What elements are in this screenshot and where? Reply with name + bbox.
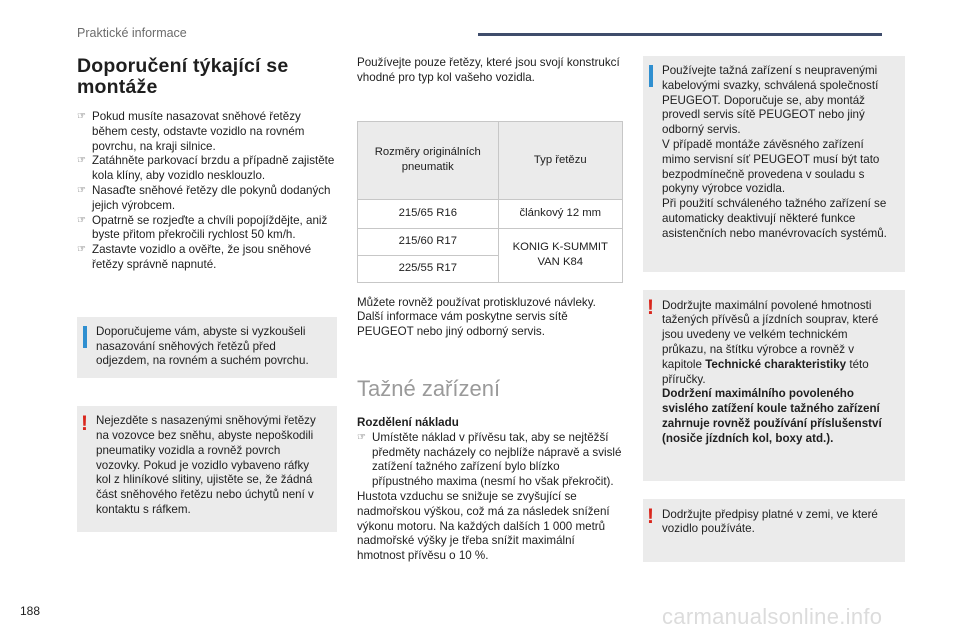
- towbar-info-para: Používejte tažná zařízení s neupravenými kabelovými svazky, schválená společností PEUGEOT. Doporučuje se, aby montáž provedl servis sítě PEUGEOT nebo jiný odborný servis.: [662, 64, 879, 137]
- info-note-text: Doporučujeme vám, abyste si vyzkoušeli nasazování sněhových řetězů před odjezdem, na rovném a suchém povrchu.: [96, 324, 309, 368]
- warning-icon: !: [81, 412, 88, 436]
- pointing-hand-icon: ☞: [77, 155, 86, 167]
- chapter-reference: Technické charakteristiky: [705, 357, 847, 371]
- section-title-mounting: Doporučení týkající se montáže: [77, 55, 289, 98]
- pointing-hand-icon: ☞: [357, 431, 366, 443]
- list-item-text: Opatrně se rozjeďte a chvíli popojíždějte, aniž byste přitom překročili rychlost 50 km/h.: [92, 213, 328, 242]
- weight-warning-note: [643, 290, 905, 481]
- chains-intro-text: Používejte pouze řetězy, které jsou svojí konstrukcí vhodné pro typ kol vašeho vozidla.: [357, 56, 620, 84]
- load-distribution-list: [357, 431, 623, 490]
- list-item-text: Umístěte náklad v přívěsu tak, aby se nejtěžší předměty nacházely co nejblíže nápravě a svislé zatížení tažného zařízení bylo blízko přípustného maxima (nesmí ho však překročit).: [372, 430, 622, 489]
- list-item: [77, 110, 337, 154]
- list-item: [77, 184, 337, 214]
- pointing-hand-icon: ☞: [77, 214, 86, 226]
- list-item-text: Zastavte vozidlo a ověřte, že jsou sněhové řetězy správně napnuté.: [92, 243, 312, 271]
- list-item-text: Nasaďte sněhové řetězy dle pokynů dodaných jejich výrobcem.: [92, 183, 331, 212]
- info-bar-icon: [649, 65, 653, 87]
- table-cell-tyre: 215/65 R16: [358, 199, 499, 228]
- table-cell-tyre: 225/55 R17: [358, 255, 499, 282]
- list-item: [77, 154, 337, 184]
- list-item-text: Zatáhněte parkovací brzdu a případně zajistěte kola klíny, aby vozidlo nesklouzlo.: [92, 154, 335, 183]
- info-bar-icon: [83, 326, 87, 348]
- pointing-hand-icon: ☞: [77, 184, 86, 196]
- weight-warning-lead: Dodržujte maximální povolené hmotnosti tažených přívěsů a jízdních souprav, které jsou uvedeny ve velkém technickém průkazu, na štítku výrobce a rovněž v kapitole: [662, 298, 879, 371]
- table-row: [358, 199, 623, 228]
- regulations-warning-note: [643, 499, 905, 563]
- table-cell-tyre: 215/60 R17: [358, 228, 499, 255]
- list-item: [77, 243, 337, 273]
- header-rule: [478, 33, 882, 36]
- table-header-chain-type: Typ řetězu: [498, 121, 622, 199]
- watermark: carmanualsonline.info: [662, 604, 883, 629]
- towbar-info-para: Při použití schváleného tažného zařízení se automaticky deaktivují některé funkce asistenčních nebo manévrovacích systémů.: [662, 197, 887, 240]
- mounting-steps-list: [77, 110, 337, 273]
- table-row: [358, 228, 623, 255]
- towbar-info-note: [643, 56, 905, 272]
- load-distribution-heading: Rozdělení nákladu: [357, 415, 459, 429]
- pointing-hand-icon: ☞: [77, 244, 86, 256]
- page-header-title: Praktické informace: [77, 26, 187, 40]
- info-note: [77, 317, 337, 378]
- warning-note: [77, 406, 337, 532]
- warning-icon: !: [647, 295, 654, 319]
- table-header-row: [358, 121, 623, 199]
- chain-table: [357, 121, 623, 283]
- middle-column: [357, 56, 623, 564]
- warning-icon: !: [647, 504, 654, 528]
- left-column: [77, 56, 337, 532]
- regulations-warning-text: Dodržujte předpisy platné v zemi, ve které vozidlo používáte.: [662, 507, 878, 536]
- table-cell-chain: článkový 12 mm: [498, 199, 622, 228]
- pointing-hand-icon: ☞: [77, 111, 86, 122]
- weight-warning-tail: této příručky.: [662, 357, 869, 386]
- towbar-info-para: V případě montáže závěsného zařízení mimo servisní síť PEUGEOT musí být tato bezpodmínečně provedena v souladu s pokyny výrobce vozidla.: [662, 137, 880, 196]
- list-item: [77, 214, 337, 244]
- list-item: [357, 431, 623, 490]
- vertical-load-text: Dodržení maximálního povoleného svislého zatížení koule tažného zařízení zahrnuje rovněž používání příslušenství (nosiče jízdních kol, boxy atd.).: [662, 387, 882, 445]
- altitude-text: Hustota vzduchu se snižuje se zvyšující se nadmořskou výškou, což má za následek snížení výkonu motoru. Na každých dalších 1 000 metrů nadmořské výšky je třeba snížit maximální hmotnost přívěsu o 10 %.: [357, 489, 610, 563]
- page-number: 188: [20, 604, 41, 618]
- section-title-towing: Tažné zařízení: [357, 375, 501, 401]
- list-item-text: Pokud musíte nasazovat sněhové řetězy během cesty, odstavte vozidlo na rovném povrchu, na kraji silnice.: [92, 110, 305, 153]
- antiskid-covers-text: Můžete rovněž používat protiskluzové návleky. Další informace vám poskytne servis sítě PEUGEOT nebo jiný odborný servis.: [357, 295, 596, 339]
- weight-warning-text: [662, 299, 895, 388]
- table-header-tyre-size: Rozměry originálních pneumatik: [358, 121, 499, 199]
- table-cell-chain-merged: KONIG K-SUMMIT VAN K84: [498, 228, 622, 282]
- right-column: [643, 56, 905, 562]
- warning-note-text: Nejezděte s nasazenými sněhovými řetězy na vozovce bez sněhu, abyste nepoškodili pneumatiky vozidla a rovněž povrch vozovky. Pokud je vozidlo vybaveno ráfky kol z hliníkové slitiny, ujistěte se, že žádná část sněhového řetězu nebo úchytů není v kontaktu s ráfkem.: [96, 414, 316, 516]
